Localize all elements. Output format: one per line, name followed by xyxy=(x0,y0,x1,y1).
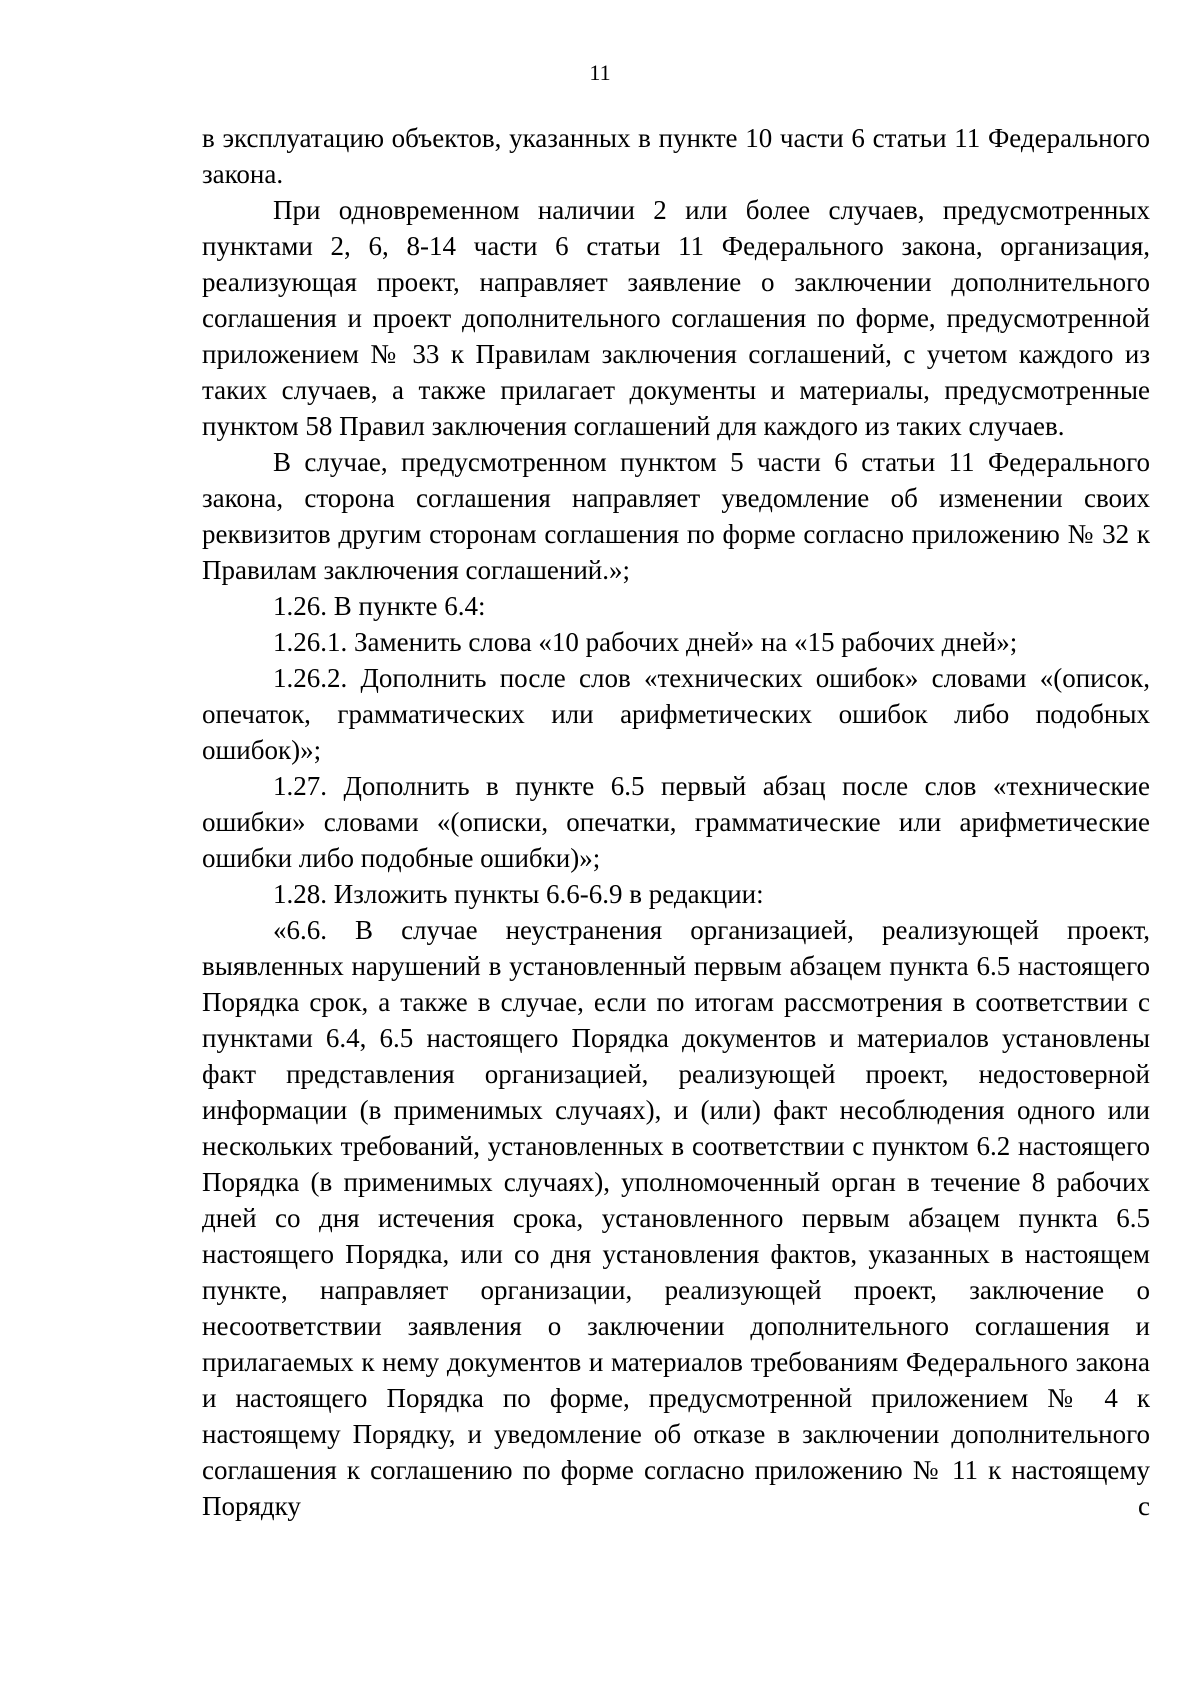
page-number: 11 xyxy=(589,60,611,85)
list-item: 1.28. Изложить пункты 6.6-6.9 в редакции: xyxy=(273,879,764,909)
list-item: 1.26.1. Заменить слова «10 рабочих дней» на «15 рабочих дней»; xyxy=(273,627,1018,657)
paragraph-continuation: в эксплуатацию объектов, указанных в пункте 10 части 6 статьи 11 Федерального закона. xyxy=(202,123,1150,189)
paragraph: При одновременном наличии 2 или более случаев, предусмотренных пунктами 2, 6, 8-14 части 6 статьи 11 Федерального закона, организация, реализующая проект, направляет заявление о заключении дополнительного соглашения и проект дополнительного соглашения по форме, предусмотренной приложением № 33 к Правилам заключения соглашений, с учетом каждого из таких случаев, а также прилагает документы и материалы, предусмотренные пунктом 58 Правил заключения соглашений для каждого из таких случаев. xyxy=(202,195,1150,441)
list-item: 1.26.2. Дополнить после слов «технических ошибок» словами «(описок, опечаток, грамматических или арифметических ошибок либо подобных ошибок)»; xyxy=(202,663,1150,765)
paragraph: «6.6. В случае неустранения организацией, реализующей проект, выявленных нарушений в установленный первым абзацем пункта 6.5 настоящего Порядка срок, а также в случае, если по итогам рассмотрения в соответствии с пунктами 6.4, 6.5 настоящего Порядка документов и материалов установлены факт представления организацией, реализующей проект, недостоверной информации (в применимых случаях), и (или) факт несоблюдения одного или нескольких требований, установленных в соответствии с пунктом 6.2 настоящего Порядка (в применимых случаях), уполномоченный орган в течение 8 рабочих дней со дня истечения срока, установленного первым абзацем пункта 6.5 настоящего Порядка, или со дня установления фактов, указанных в настоящем пункте, направляет организации, реализующей проект, заключение о несоответствии заявления о заключении дополнительного соглашения и прилагаемых к нему документов и материалов требованиям Федерального закона и настоящего Порядка по форме, предусмотренной приложением № 4 к настоящему Порядку, и уведомление об отказе в заключении дополнительного соглашения к соглашению по форме согласно приложению № 11 к настоящему Порядку с xyxy=(202,915,1150,1521)
document-body xyxy=(202,120,1150,1524)
paragraph: В случае, предусмотренном пунктом 5 части 6 статьи 11 Федерального закона, сторона соглашения направляет уведомление об изменении своих реквизитов другим сторонам соглашения по форме согласно приложению № 32 к Правилам заключения соглашений.»; xyxy=(202,447,1150,585)
list-item: 1.26. В пункте 6.4: xyxy=(273,591,486,621)
list-item: 1.27. Дополнить в пункте 6.5 первый абзац после слов «технические ошибки» словами «(описки, опечатки, грамматические или арифметические ошибки либо подобные ошибки)»; xyxy=(202,771,1150,873)
